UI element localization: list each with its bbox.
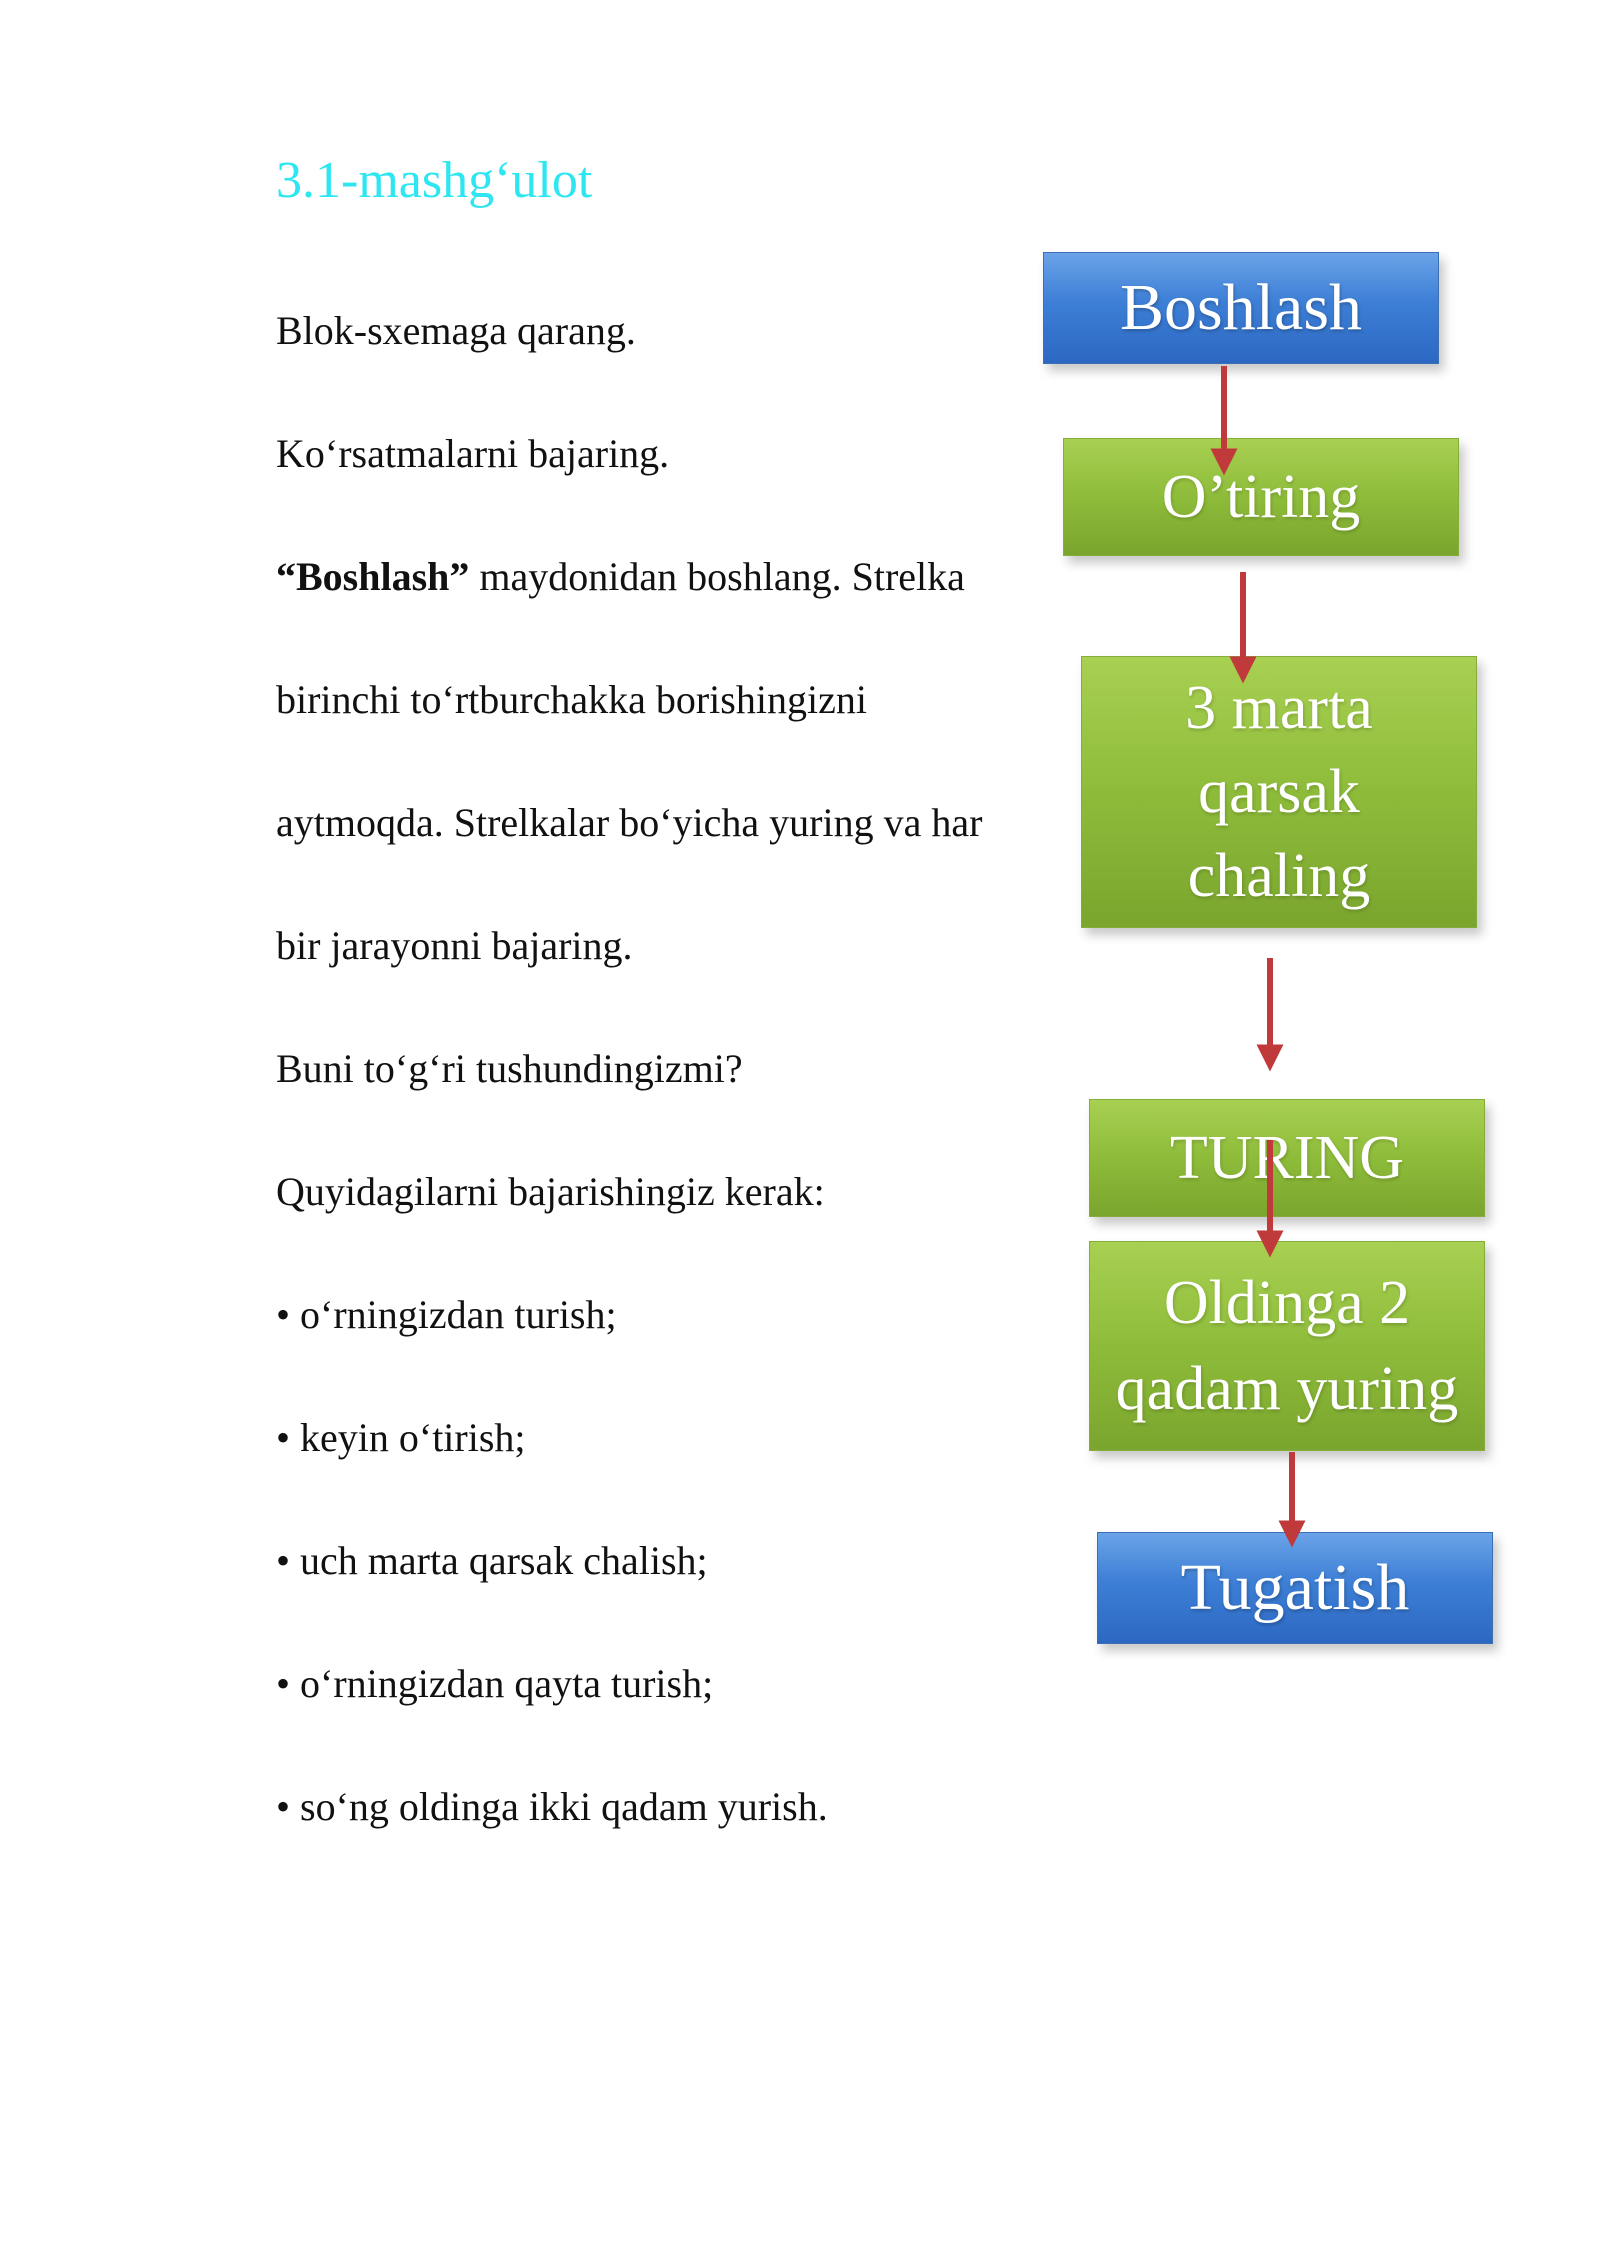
instruction-paragraph-6: bir jarayonni bajaring. [276, 923, 633, 968]
start-keyword: “Boshlash” [276, 554, 470, 599]
flowchart-step-walk-line: qadam yuring [1115, 1355, 1459, 1423]
instruction-paragraph-3-rest: maydonidan boshlang. Strelka [469, 554, 965, 599]
instruction-paragraph-4: birinchi to‘rtburchakka borishingizni [276, 677, 867, 722]
flowchart-step-sit-label: O’tiring [1161, 462, 1361, 531]
task-list-item: • o‘rningizdan qayta turish; [276, 1661, 714, 1706]
task-list-item: • keyin o‘tirish; [276, 1415, 526, 1460]
instruction-paragraph-5: aytmoqda. Strelkalar bo‘yicha yuring va har [276, 800, 983, 845]
flowchart-step-walk-line: Oldinga 2 [1163, 1269, 1411, 1337]
task-list-item: • so‘ng oldinga ikki qadam yurish. [276, 1784, 828, 1829]
instruction-paragraph-2: Ko‘rsatmalarni bajaring. [276, 431, 670, 476]
flowchart-step-stand-label: TURING [1169, 1123, 1405, 1192]
flowchart-step-clap-line: chaling [1187, 842, 1371, 910]
flowchart-end-label: Tugatish [1180, 1551, 1410, 1624]
tasks-intro: Quyidagilarni bajarishingiz kerak: [276, 1169, 825, 1214]
flowchart-step-clap-line: 3 marta [1185, 674, 1373, 742]
task-list-item: • uch marta qarsak chalish; [276, 1538, 708, 1583]
flowchart-step-clap-line: qarsak [1198, 758, 1360, 826]
exercise-heading: 3.1-mashg‘ulot [276, 152, 593, 209]
question-text: Buni to‘g‘ri tushundingizmi? [276, 1046, 743, 1091]
task-list-item: • o‘rningizdan turish; [276, 1292, 617, 1337]
instruction-paragraph-1: Blok-sxemaga qarang. [276, 308, 636, 353]
flowchart-start-label: Boshlash [1119, 271, 1363, 344]
